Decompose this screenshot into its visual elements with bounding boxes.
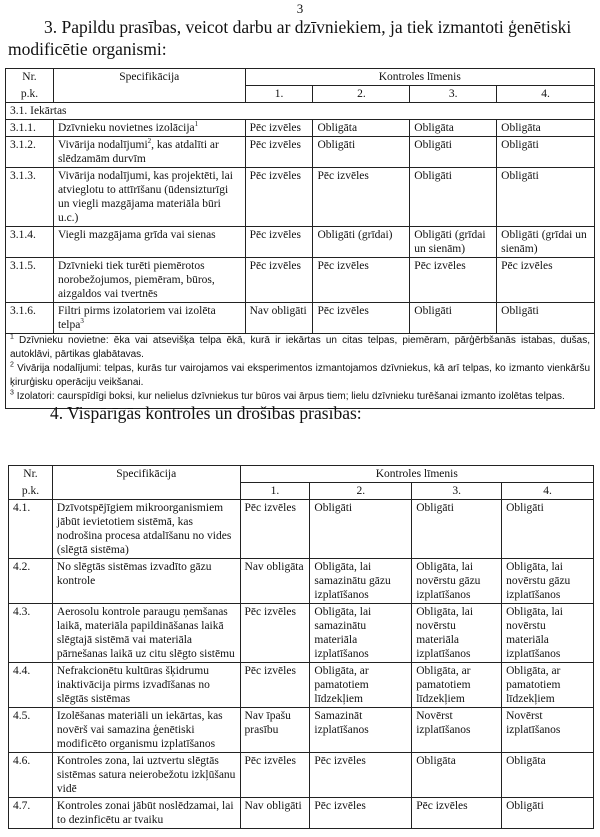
level-1-header: 1. <box>240 483 310 500</box>
level-3-value: Obligāta, lai novērstu gāzu izplatīšanos <box>412 559 502 604</box>
column-header-levels: Kontroles līmenis <box>245 69 594 86</box>
footnote-text: Vivārija nodalījumi: telpas, kurās tur vairojamos vai eksperimentos izmantojamos dzīvniekus, kā arī telpas, ko izmanto vienkāršu ķirurģisku operāciju veikšanai. <box>10 363 591 388</box>
level-1-value: Pēc izvēles <box>245 120 313 137</box>
level-1-value: Nav obligāta <box>240 559 310 604</box>
level-4-value: Obligāti (grīdai un sienām) <box>497 227 595 258</box>
row-specification <box>53 137 245 168</box>
table-row <box>6 137 595 168</box>
level-1-value: Pēc izvēles <box>240 500 310 559</box>
level-3-value: Obligāta, ar pamatotiem līdzekļiem <box>412 663 502 708</box>
level-4-value: Pēc izvēles <box>497 258 595 303</box>
footnote <box>10 362 590 390</box>
level-3-value: Pēc izvēles <box>410 258 497 303</box>
footnote-ref: 1 <box>194 120 199 129</box>
level-4-value: Obligāta <box>497 120 595 137</box>
footnote-mark: 1 <box>10 333 14 341</box>
row-specification <box>53 227 245 258</box>
column-header-levels: Kontroles līmenis <box>240 466 593 483</box>
column-header-spec: Specifikācija <box>53 69 245 103</box>
table-row <box>9 663 594 708</box>
row-number: 4.6. <box>9 753 53 798</box>
level-4-value: Obligāta <box>502 753 594 798</box>
row-number: 4.5. <box>9 708 53 753</box>
level-2-value: Obligāta, lai samazinātu gāzu izplatīšanos <box>310 559 412 604</box>
level-3-value: Obligāti <box>410 137 497 168</box>
row-number: 4.4. <box>9 663 53 708</box>
footnote-ref: 2 <box>147 137 152 146</box>
spec-text: Vivārija nodalījumi <box>57 139 148 151</box>
level-1-value: Nav obligāti <box>240 798 310 829</box>
column-header-nr: Nr. <box>6 69 54 86</box>
level-1-value: Pēc izvēles <box>245 227 313 258</box>
level-3-value: Pēc izvēles <box>412 798 502 829</box>
table-row <box>9 500 594 559</box>
row-number: 3.1.5. <box>6 258 54 303</box>
footnote-ref: 3 <box>80 317 84 326</box>
row-specification <box>53 168 245 227</box>
table-row <box>6 227 595 258</box>
level-3-value: Obligāti (grīdai un sienām) <box>410 227 497 258</box>
level-3-value: Novērst izplatīšanos <box>412 708 502 753</box>
spec-text: Vivārija nodalījumi, kas projektēti, lai atvieglotu to attīrīšanu (ūdensizturīgi un viegli mazgājama materiāla būri u.c.) <box>57 170 233 224</box>
column-header-pk: p.k. <box>9 483 53 500</box>
section-4-heading: 4. Vispārīgās kontroles un drošības prasības: <box>50 403 362 423</box>
row-specification: Kontroles zonai jābūt noslēdzamai, lai to dezinficētu ar tvaiku <box>52 798 240 829</box>
level-2-header: 2. <box>313 86 410 103</box>
footnotes <box>5 333 595 409</box>
column-header-spec: Specifikācija <box>52 466 240 500</box>
row-number: 4.2. <box>9 559 53 604</box>
level-3-value: Obligāti <box>410 303 497 334</box>
level-1-value: Pēc izvēles <box>245 258 313 303</box>
row-number: 3.1.6. <box>6 303 54 334</box>
level-2-value: Obligāti <box>310 500 412 559</box>
row-number: 4.3. <box>9 604 53 663</box>
footnote-text: Dzīvnieku novietne: ēka vai atsevišķa telpa ēkā, kurā ir iekārtas un citas telpas, piemēram, pārģērbšanās istabas, dušas, autoklāvi, pārtikas glabātavas. <box>10 335 591 360</box>
level-1-value: Nav obligāti <box>245 303 313 334</box>
table-row <box>6 303 595 334</box>
level-3-header: 3. <box>412 483 502 500</box>
row-number: 4.7. <box>9 798 53 829</box>
column-header-pk: p.k. <box>6 86 54 103</box>
level-3-value: Obligāta <box>412 753 502 798</box>
level-1-value: Pēc izvēles <box>245 137 313 168</box>
footnote-mark: 2 <box>10 361 14 369</box>
footnote <box>10 334 590 362</box>
table-row <box>9 604 594 663</box>
level-1-value: Nav īpašu prasību <box>240 708 310 753</box>
spec-text: Dzīvnieki tiek turēti piemērotos norobežojumos, piemēram, būros, aizgaldos vai tvertnēs <box>57 260 215 300</box>
section-3-table <box>5 68 595 334</box>
row-number: 3.1.1. <box>6 120 54 137</box>
level-2-value: Pēc izvēles <box>313 303 410 334</box>
level-4-value: Obligāta, lai novērstu gāzu izplatīšanos <box>502 559 594 604</box>
level-3-header: 3. <box>410 86 497 103</box>
level-4-header: 4. <box>502 483 594 500</box>
row-specification: Izolēšanas materiāli un iekārtas, kas novērš vai samazina ģenētiski modificēto organismu izplatīšanos <box>52 708 240 753</box>
spec-text: Viegli mazgājama grīda vai sienas <box>57 229 216 241</box>
level-2-value: Obligāti <box>313 137 410 168</box>
level-4-value: Obligāta, lai novērstu materiāla izplatīšanos <box>502 604 594 663</box>
row-number: 3.1.2. <box>6 137 54 168</box>
level-3-value: Obligāti <box>410 168 497 227</box>
level-2-value: Obligāta, ar pamatotiem līdzekļiem <box>310 663 412 708</box>
level-2-value: Pēc izvēles <box>310 753 412 798</box>
level-1-value: Pēc izvēles <box>245 168 313 227</box>
table-row <box>9 708 594 753</box>
row-specification: Nefrakcionētu kultūras šķidrumu inaktivācija pirms izvadīšanas no slēgtās sistēmas <box>52 663 240 708</box>
row-specification: Aerosolu kontrole paraugu ņemšanas laikā, materiāla papildināšanas laikā slēgtajā sistēmā vai materiāla pārnešanas laikā uz citu slēgto sistēmu <box>52 604 240 663</box>
level-2-value: Obligāta <box>313 120 410 137</box>
page-number: 3 <box>296 1 304 16</box>
row-number: 3.1.3. <box>6 168 54 227</box>
level-4-value: Obligāti <box>502 500 594 559</box>
level-1-value: Pēc izvēles <box>240 753 310 798</box>
row-specification: Kontroles zona, lai uztvertu slēgtās sistēmas satura neierobežotu izkļūšanu vidē <box>52 753 240 798</box>
table-header-row <box>9 466 594 483</box>
level-2-value: Samazināt izplatīšanos <box>310 708 412 753</box>
group-row <box>6 103 595 120</box>
section-3-heading: 3. Papildu prasības, veicot darbu ar dzīvniekiem, ja tiek izmantoti ģenētiski modificētie organismi: <box>8 17 572 59</box>
section-4-table <box>8 465 594 829</box>
table-row <box>6 120 595 137</box>
row-specification: No slēgtās sistēmas izvadīto gāzu kontrole <box>52 559 240 604</box>
table-row <box>9 798 594 829</box>
level-3-value: Obligāta, lai novērstu materiāla izplatīšanos <box>412 604 502 663</box>
footnote-text: Izolatori: caurspīdīgi boksi, kur nelielus dzīvniekus tur būros vai ārpus tiem; lielu dzīvnieku turēšanai izmanto izolētas telpas. <box>16 391 565 402</box>
level-4-value: Obligāti <box>502 798 594 829</box>
level-1-value: Pēc izvēles <box>240 663 310 708</box>
table-row <box>6 168 595 227</box>
row-number: 4.1. <box>9 500 53 559</box>
level-3-value: Obligāta <box>410 120 497 137</box>
level-1-header: 1. <box>245 86 313 103</box>
row-specification <box>53 258 245 303</box>
spec-text-continued: , kas atdalīti ar slēdzamām durvīm <box>57 139 219 165</box>
table-row <box>6 258 595 303</box>
table-row <box>9 753 594 798</box>
level-2-value: Pēc izvēles <box>313 258 410 303</box>
group-label: 3.1. Iekārtas <box>6 103 595 120</box>
level-3-value: Obligāti <box>412 500 502 559</box>
level-2-value: Obligāta, lai samazinātu materiāla izplatīšanos <box>310 604 412 663</box>
level-2-value: Pēc izvēles <box>313 168 410 227</box>
level-4-header: 4. <box>497 86 595 103</box>
spec-text: Dzīvnieku novietnes izolācija <box>57 122 195 134</box>
level-4-value: Novērst izplatīšanos <box>502 708 594 753</box>
level-4-value: Obligāti <box>497 168 595 227</box>
level-2-header: 2. <box>310 483 412 500</box>
footnote-mark: 3 <box>10 389 14 397</box>
level-2-value: Obligāti (grīdai) <box>313 227 410 258</box>
level-4-value: Obligāti <box>497 303 595 334</box>
row-specification <box>53 303 245 334</box>
column-header-nr: Nr. <box>9 466 53 483</box>
level-4-value: Obligāti <box>497 137 595 168</box>
level-4-value: Obligāta, ar pamatotiem līdzekļiem <box>502 663 594 708</box>
table-row <box>9 559 594 604</box>
level-2-value: Pēc izvēles <box>310 798 412 829</box>
level-1-value: Pēc izvēles <box>240 604 310 663</box>
row-specification: Dzīvotspējīgiem mikroorganismiem jābūt ievietotiem sistēmā, kas nodrošina procesa atdalīšanu no vides (slēgtā sistēma) <box>52 500 240 559</box>
spec-text: Filtri pirms izolatoriem vai izolēta telpa <box>57 305 216 331</box>
row-specification <box>53 120 245 137</box>
row-number: 3.1.4. <box>6 227 54 258</box>
table-header-row <box>6 69 595 86</box>
